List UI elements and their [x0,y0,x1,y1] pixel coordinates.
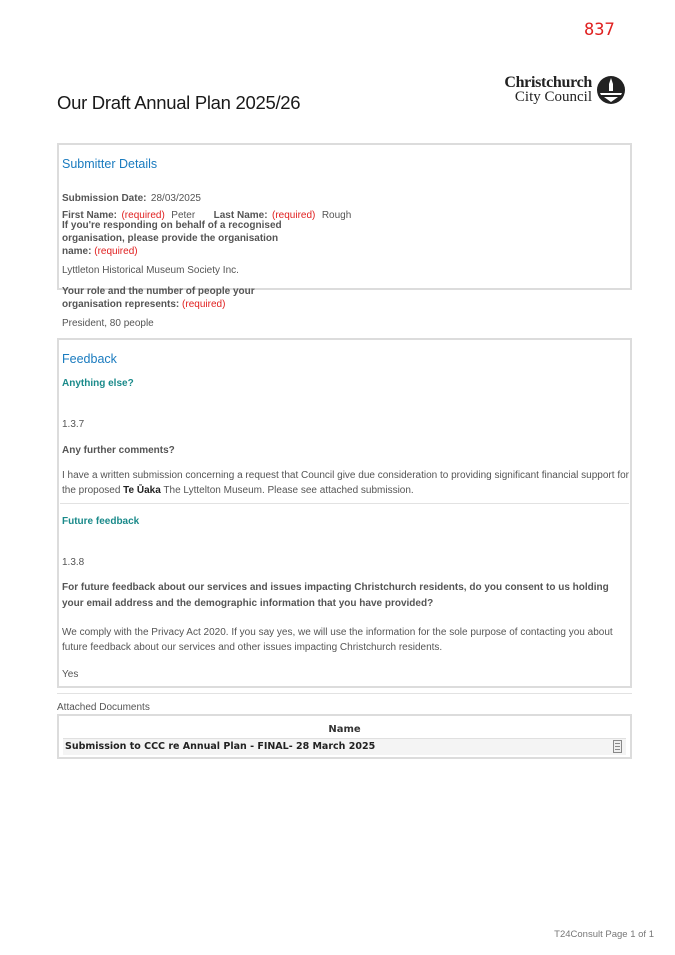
last-name-value: Rough [321,210,352,221]
first-name-value: Peter [171,210,196,221]
role-label: Your role and the number of people your organisation represents: (required) [62,286,255,310]
required-marker: (required) [121,210,165,221]
question-number: 1.3.8 [62,557,85,568]
required-marker: (required) [272,210,316,221]
page-number: 837 [584,20,615,40]
page-title: Our Draft Annual Plan 2025/26 [57,92,301,113]
submitter-details-heading: Submitter Details [62,157,158,171]
question-number: 1.3.7 [62,419,85,430]
submission-date-label: Submission Date: [62,193,147,204]
document-icon[interactable] [613,740,622,753]
privacy-statement: We comply with the Privacy Act 2020. If you say yes, we will use the information for the sole purpose of contacting you about future feedback about our services and other issues impacting Christchurch residents. [62,627,613,653]
name-column-header: Name [328,724,361,735]
logo-line-1: Christchurch [504,74,592,91]
anything-else-heading: Anything else? [62,378,134,389]
submission-date-row [62,188,201,206]
table-row[interactable] [63,738,626,755]
question-text: Any further comments? [62,445,175,456]
section-divider [57,693,632,694]
logo-line-2: City Council [514,89,592,105]
question-text: For future feedback about our services and issues impacting Christchurch residents, do you consent to us holding your email address and the demographic information that you have provided? [62,582,609,609]
organisation-label: If you're responding on behalf of a recognised organisation, please provide the organisation name: (required) [62,220,282,257]
attached-documents-label: Attached Documents [57,702,150,713]
feedback-heading: Feedback [62,352,117,366]
cathedral-icon [596,75,626,105]
first-name-label: First Name: [62,210,118,221]
submission-date-value: 28/03/2025 [150,193,201,204]
page-footer: T24Consult Page 1 of 1 [554,929,654,940]
council-logo [500,75,628,109]
future-feedback-heading: Future feedback [62,516,140,527]
attachments-table [57,714,632,759]
attachment-name[interactable]: Submission to CCC re Annual Plan - FINAL- 28 March 2025 [65,741,376,752]
last-name-label: Last Name: [213,210,268,221]
answer-text: I have a written submission concerning a request that Council give due consideration to providing significant financial support for the proposed Te Ūaka The Lyttelton Museum. Please see attached submission. [62,470,629,496]
consent-answer: Yes [62,669,79,680]
organisation-name-value: Lyttleton Historical Museum Society Inc. [62,265,239,276]
section-divider [60,503,629,504]
role-value: President, 80 people [62,318,154,329]
required-marker: (required) [94,246,138,257]
required-marker: (required) [182,299,226,310]
